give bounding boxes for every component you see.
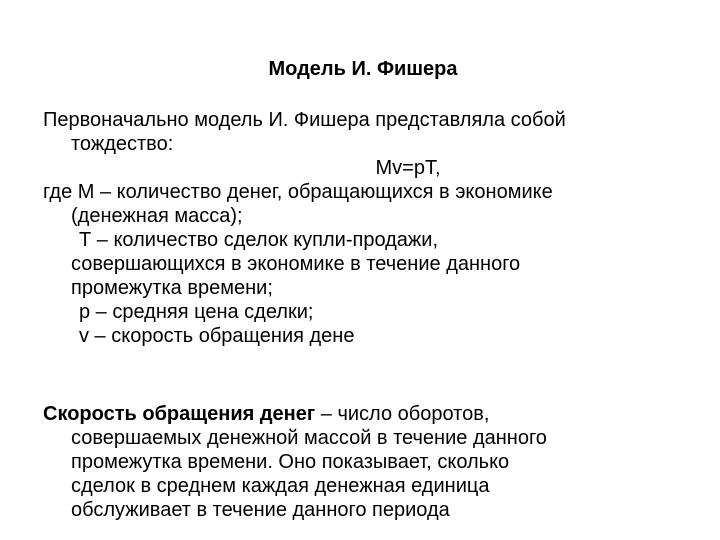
definition-text: – число оборотов, bbox=[315, 403, 490, 425]
intro-line: совершающихся в экономике в течение данного bbox=[71, 253, 521, 275]
definition-line: обслуживает в течение данного периода bbox=[71, 499, 450, 521]
intro-line: тождество: bbox=[71, 133, 174, 155]
intro-line: (денежная масса); bbox=[71, 205, 243, 227]
intro-paragraph bbox=[43, 108, 703, 348]
intro-line: Т – количество сделок купли-продажи, bbox=[79, 229, 439, 251]
intro-line: v – скорость обращения дене bbox=[79, 325, 355, 347]
intro-line: где М – количество денег, обращающихся в экономике bbox=[43, 181, 553, 203]
definition-line: промежутка времени. Оно показывает, сколько bbox=[71, 451, 510, 473]
intro-line: Первоначально модель И. Фишера представляла собой bbox=[43, 109, 566, 131]
definition-line: сделок в среднем каждая денежная единица bbox=[71, 475, 490, 497]
definition-line bbox=[43, 402, 703, 426]
slide-title: Модель И. Фишера bbox=[268, 58, 458, 80]
intro-line: р – средняя цена сделки; bbox=[79, 301, 314, 323]
formula: Mv=pT, bbox=[375, 157, 441, 179]
intro-line: промежутка времени; bbox=[71, 277, 273, 299]
definition-line: совершаемых денежной массой в течение данного bbox=[71, 427, 547, 449]
definition-paragraph bbox=[43, 402, 703, 522]
definition-term: Скорость обращения денег bbox=[43, 403, 316, 425]
